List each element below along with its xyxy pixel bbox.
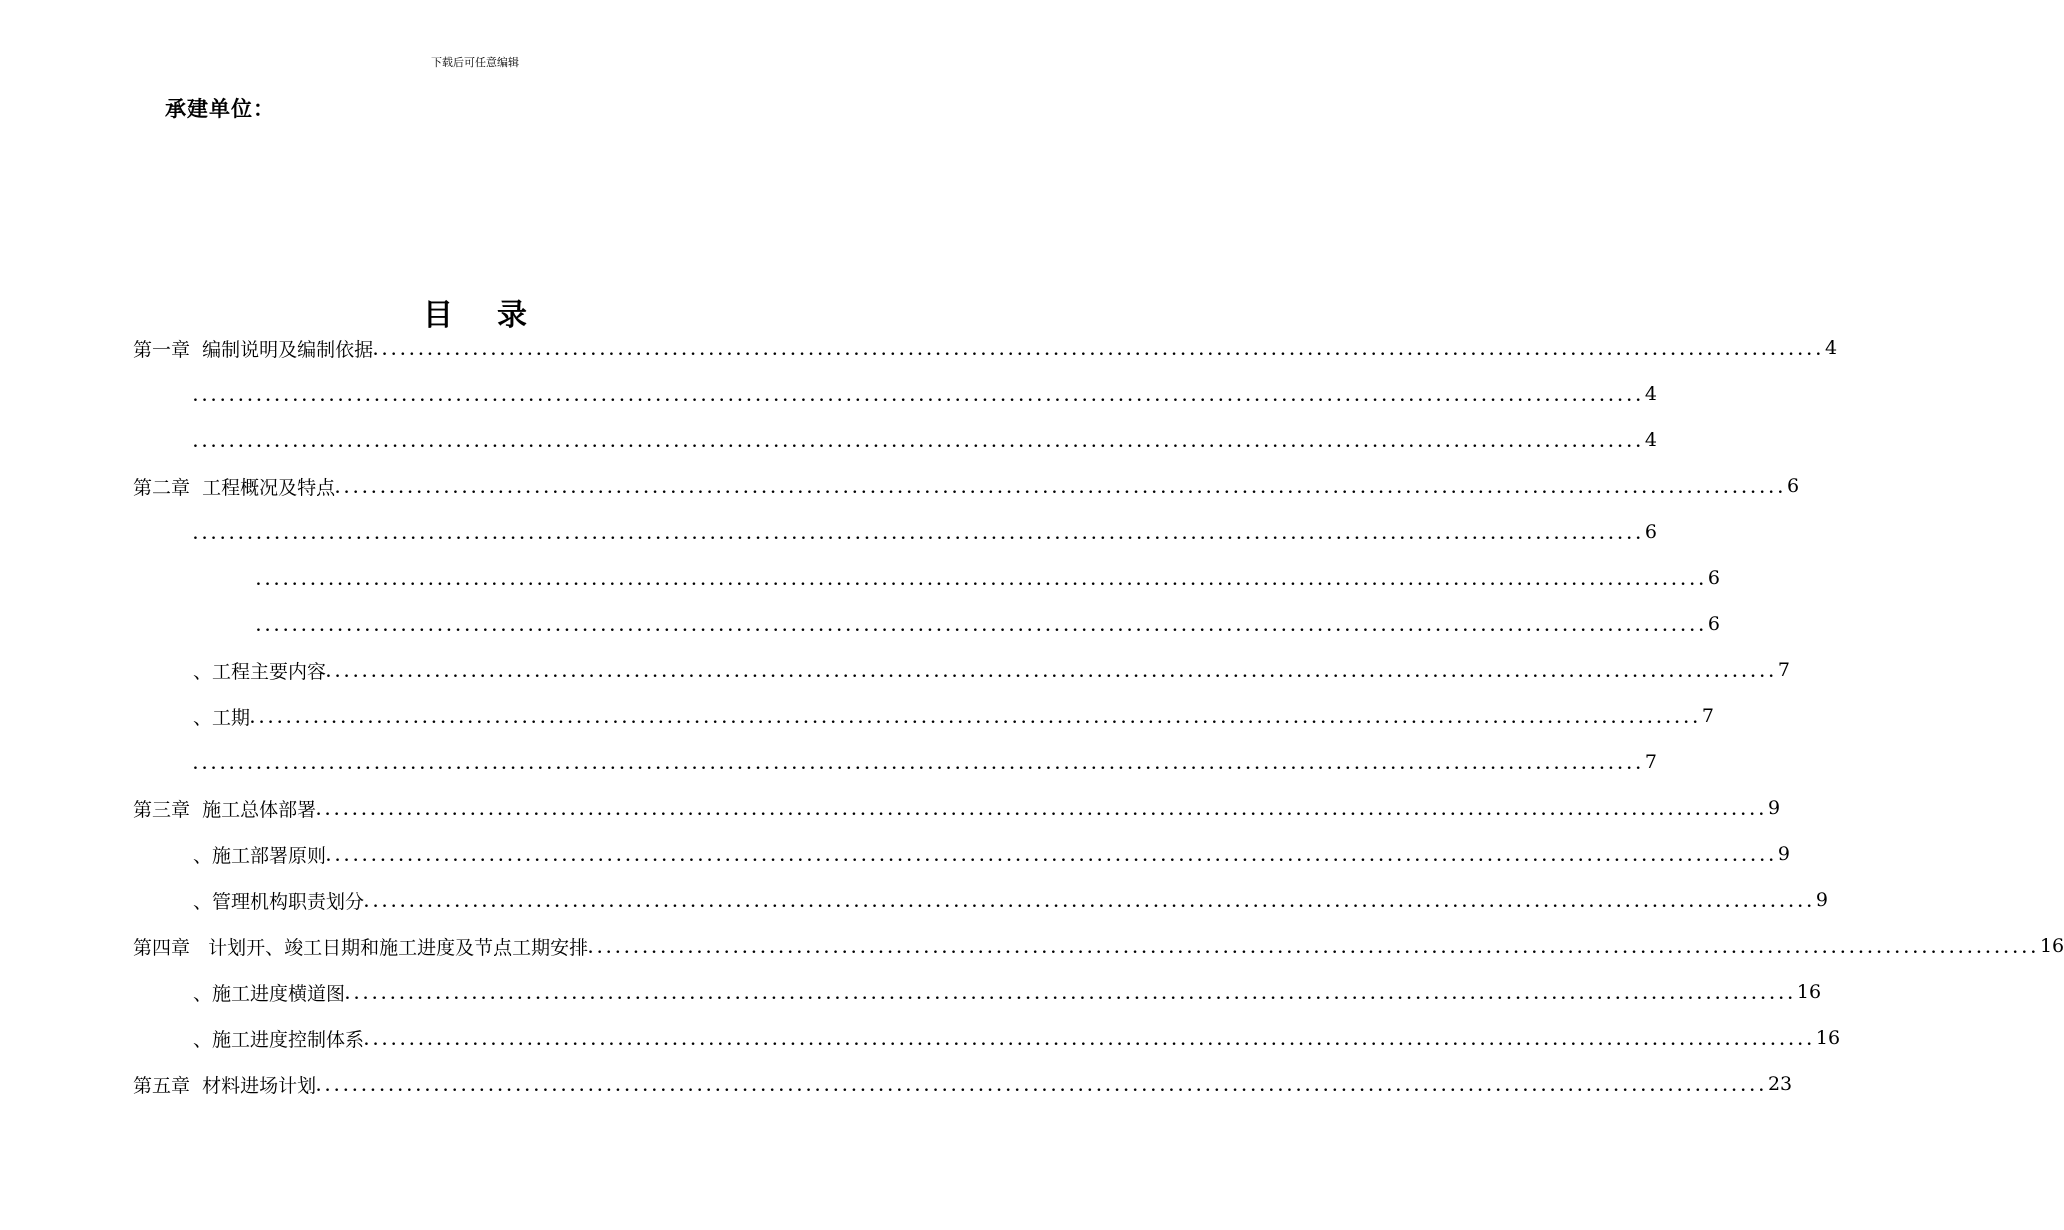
toc-leader-dots: ................................................................................................................................................................	[193, 388, 1645, 405]
toc-entry[interactable]	[0, 601, 1720, 647]
toc-entry-page: 7	[1644, 751, 1657, 773]
toc-entry[interactable]	[0, 417, 1657, 463]
toc-entry-page: 9	[1767, 797, 1781, 819]
toc-entry-page: 4	[1644, 383, 1657, 405]
toc-leader-dots: ................................................................................................................................................................	[256, 572, 1708, 589]
toc-entry-page: 6	[1644, 521, 1657, 543]
toc-entry-page: 23	[1767, 1073, 1793, 1095]
toc-entry[interactable]	[0, 647, 1790, 693]
toc-entry-label: 第五章 材料进场计划	[133, 1074, 317, 1097]
toc-entry-label: 第三章 施工总体部署	[133, 798, 317, 821]
toc-entry[interactable]	[0, 1015, 1841, 1061]
toc-entry[interactable]	[0, 831, 1790, 877]
toc-entry-label: 第一章 编制说明及编制依据	[133, 338, 374, 361]
toc-entry-page: 16	[1796, 981, 1822, 1003]
toc-leader-dots: ................................................................................................................................................................	[364, 894, 1816, 911]
toc-entry-page: 6	[1707, 567, 1720, 589]
toc-leader-dots: ................................................................................................................................................................	[345, 986, 1797, 1003]
toc-entry-page: 4	[1824, 337, 1838, 359]
toc-leader-dots: ................................................................................................................................................................	[326, 848, 1778, 865]
toc-entry[interactable]	[0, 923, 2064, 969]
toc-entry-page: 6	[1786, 475, 1800, 497]
toc-entry-page: 16	[1815, 1027, 1841, 1049]
toc-entry-page: 9	[1777, 843, 1790, 865]
toc-leader-dots: ................................................................................................................................................................	[335, 480, 1787, 497]
toc-leader-dots: ................................................................................................................................................................	[316, 802, 1768, 819]
toc-entry[interactable]	[0, 325, 1838, 371]
toc-list	[0, 325, 2064, 1107]
toc-entry-page: 16	[2039, 935, 2064, 957]
toc-entry[interactable]	[0, 877, 1828, 923]
toc-leader-dots: ................................................................................................................................................................	[588, 940, 2040, 957]
toc-entry[interactable]	[0, 371, 1657, 417]
header-note: 下载后可任意编辑	[431, 56, 519, 69]
contractor-label: 承建单位：	[165, 97, 275, 121]
toc-leader-dots: ................................................................................................................................................................	[193, 526, 1645, 543]
toc-entry[interactable]	[0, 739, 1657, 785]
toc-entry[interactable]	[0, 693, 1714, 739]
toc-entry-label: 、工程主要内容	[193, 660, 327, 683]
toc-entry-page: 7	[1701, 705, 1714, 727]
toc-entry-label: 、施工进度控制体系	[193, 1028, 365, 1051]
toc-entry[interactable]	[0, 509, 1657, 555]
toc-entry[interactable]	[0, 785, 1781, 831]
toc-entry-page: 4	[1644, 429, 1657, 451]
toc-leader-dots: ................................................................................................................................................................	[193, 434, 1645, 451]
toc-leader-dots: ................................................................................................................................................................	[193, 756, 1645, 773]
toc-leader-dots: ................................................................................................................................................................	[364, 1032, 1816, 1049]
toc-entry-label: 第二章 工程概况及特点	[133, 476, 336, 499]
toc-leader-dots: ................................................................................................................................................................	[326, 664, 1778, 681]
toc-entry-label: 、施工部署原则	[193, 844, 327, 867]
toc-leader-dots: ................................................................................................................................................................	[250, 710, 1702, 727]
toc-entry[interactable]	[0, 1061, 1793, 1107]
toc-entry[interactable]	[0, 969, 1822, 1015]
toc-title: 目录	[423, 298, 571, 333]
toc-entry-page: 9	[1815, 889, 1828, 911]
toc-leader-dots: ................................................................................................................................................................	[373, 342, 1825, 359]
toc-entry-label: 、施工进度横道图	[193, 982, 346, 1005]
toc-leader-dots: ................................................................................................................................................................	[256, 618, 1708, 635]
toc-entry[interactable]	[0, 463, 1800, 509]
toc-entry-page: 6	[1707, 613, 1720, 635]
toc-entry-label: 、工期	[193, 706, 251, 729]
toc-entry-page: 7	[1777, 659, 1790, 681]
toc-entry-label: 、管理机构职责划分	[193, 890, 365, 913]
toc-entry[interactable]	[0, 555, 1720, 601]
toc-entry-label: 第四章 计划开、竣工日期和施工进度及节点工期安排	[133, 936, 589, 959]
toc-leader-dots: ................................................................................................................................................................	[316, 1078, 1768, 1095]
